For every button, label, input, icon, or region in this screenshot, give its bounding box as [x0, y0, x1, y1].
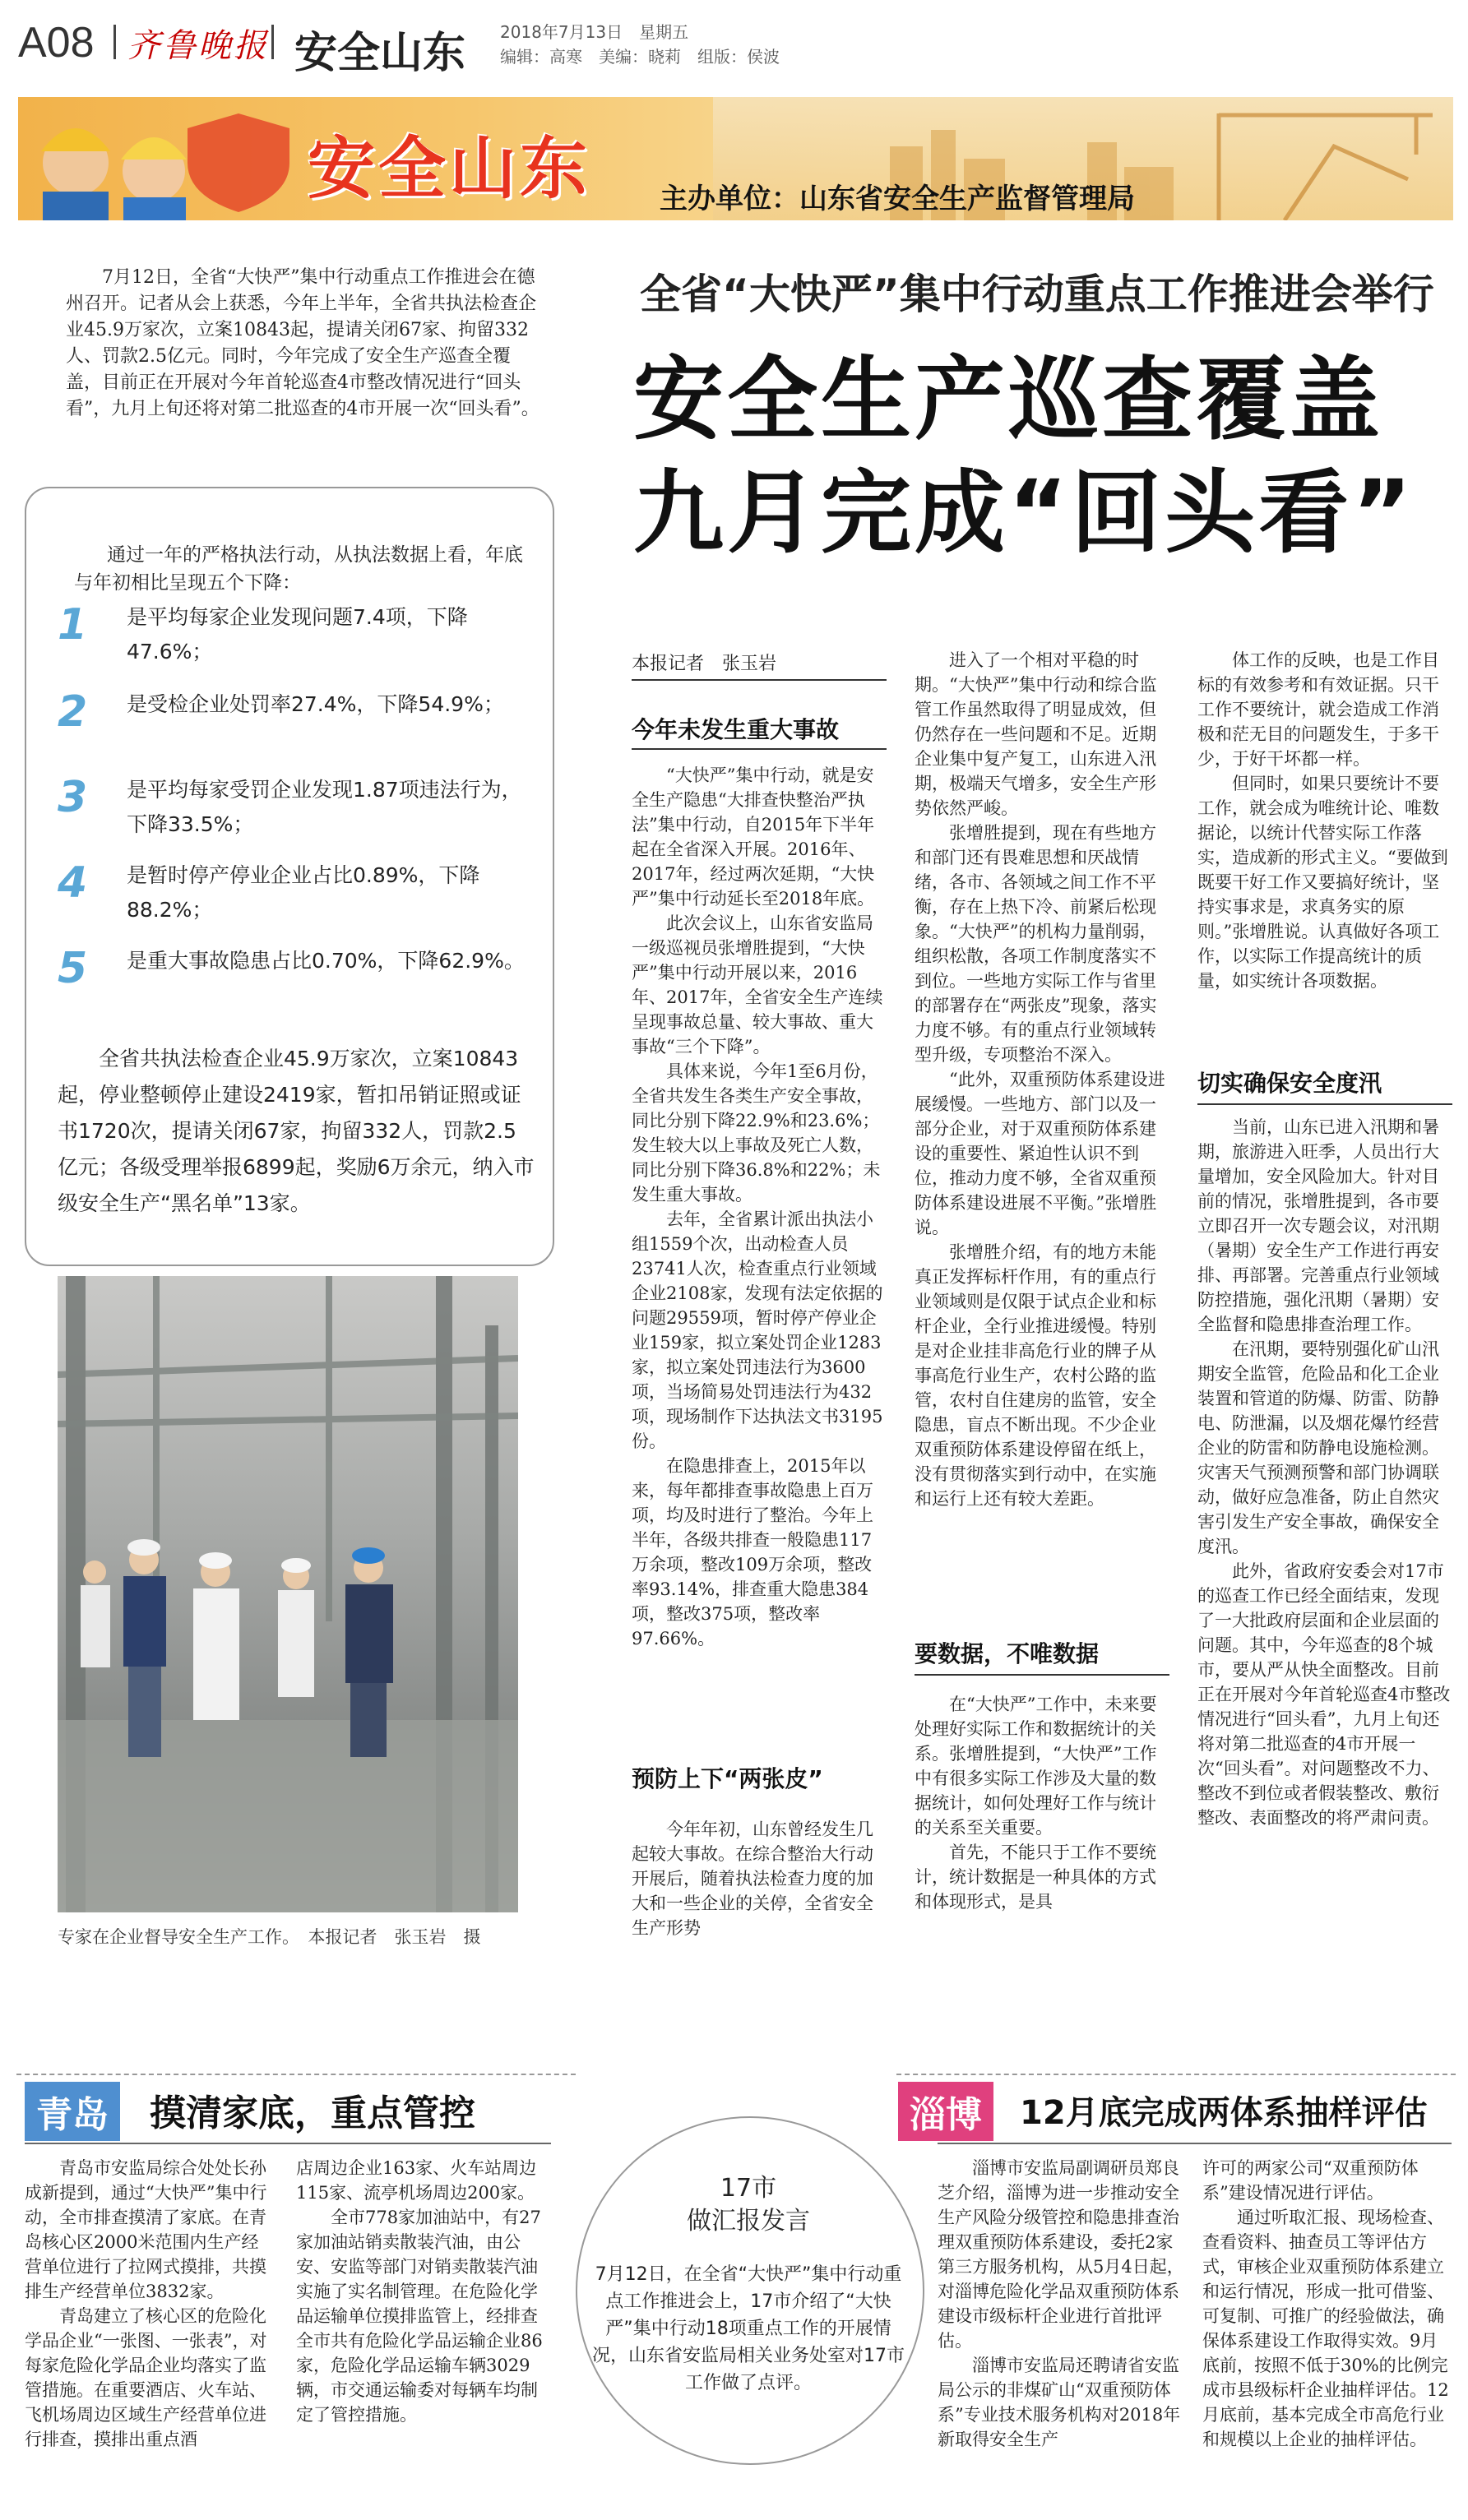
- shield-icon: [188, 113, 289, 212]
- circle-text: 7月12日，在全省“大快严”集中行动重点工作推进会上，17市介绍了“大快严”集中行动18项重点工作的开展情况，山东省安监局相关业务处室对17市工作做了点评。: [592, 2264, 905, 2393]
- paragraph: 在隐患排查上，2015年以来，每年都排查事故隐患上百万项，均及时进行了整治。今年上半年，各级共排查一般隐患117万余项，整改109万余项，整改率93.14%，排查重大隐患384项，整改375项，整改率97.66%。: [632, 1456, 873, 1648]
- paragraph: 此次会议上，山东省安监局一级巡视员张增胜提到，“大快严”集中行动开展以来，2016年、2017年，全省安全生产连续呈现事故总量、较大事故、重大事故“三个下降”。: [632, 913, 883, 1057]
- paragraph: 进入了一个相对平稳的时期。“大快严”集中行动和综合监管工作虽然取得了明显成效，但仍然存在一些问题和不足。近期企业集中复产复工，山东进入汛期，极端天气增多，安全生产形势依然严峻。: [915, 650, 1157, 818]
- paragraph: 但同时，如果只要统计不要工作，就会成为唯统计论、唯数据论，以统计代替实际工作落实，造成新的形式主义。“要做到既要干好工作又要搞好统计，坚持实事求是，求真务实的原则。”张增胜说。认真做好各项工作，以实际工作提高统计的质量，如实统计各项数据。: [1197, 774, 1448, 991]
- article-kicker: 全省“大快严”集中行动重点工作推进会举行: [640, 270, 1434, 318]
- editor-credits: 编辑：高寒 美编：晓莉 组版：侯波: [500, 47, 780, 67]
- stats-summary: 全省共执法检查企业45.9万家次，立案10843起，停业整顿停止建设2419家，暂扣吊销证照或证书1720次，提请关闭67家，拘留332人，罚款2.5亿元；各级受理举报6899起，奖励6万余元，纳入市级安全生产“黑名单”13家。: [58, 1047, 535, 1215]
- subhead: 要数据，不唯数据: [915, 1640, 1100, 1667]
- article-byline: 本报记者 张玉岩: [632, 654, 777, 674]
- article-column-2-cont: [915, 1692, 1169, 1914]
- stat-text: 是平均每家企业发现问题7.4项，下降47.6%；: [127, 605, 468, 664]
- section-divider: [896, 2074, 1456, 2075]
- article-column-2: [915, 648, 1169, 1511]
- paragraph: 张增胜介绍，有的地方未能真正发挥标杆作用，有的重点行业领域则是仅限于试点企业和标杆企业，全行业推进缓慢。特别是对企业挂非高危行业的牌子从事高危行业生产，农村公路的监管，农村自住建房的监管，安全隐患，盲点不断出现。不少企业双重预防体系建设停留在纸上，没有贯彻落实到行动中，在实施和运行上还有较大差距。: [915, 1242, 1156, 1509]
- paragraph: “大快严”集中行动，就是安全生产隐患“大排查快整治严执法”集中行动，自2015年下半年起在全省深入开展。2016年、2017年，经过两次延期，“大快严”集中行动延长至2018年底。: [632, 765, 875, 909]
- zibo-rule: [938, 2143, 1452, 2144]
- paragraph: 在汛期，要特别强化矿山汛期安全监管，危险品和化工企业装置和管道的防爆、防雷、防静电、防泄漏，以及烟花爆竹经营企业的防雷和防静电设施检测。灾害天气预测预警和部门协调联动，做好应急准备，防止自然灾害引发生产安全事故，确保安全度汛。: [1197, 1339, 1439, 1556]
- zibo-column-2: [1202, 2156, 1452, 2452]
- stat-text: 是受检企业处罚率27.4%，下降54.9%；: [127, 692, 504, 716]
- hardhat-icon: [41, 128, 110, 151]
- lead-paragraph: 7月12日，全省“大快严”集中行动重点工作推进会在德州召开。记者从会上获悉，今年上半年，全省共执法检查企业45.9万家次，立案10843起，提请关闭67家、拘留332人、罚款2.5亿元。同时，今年完成了安全生产巡查全覆盖，目前正在开展对今年首轮巡查4市整改情况进行“回头看”，九月上旬还将对第二批巡查的4市开展一次“回头看”。: [66, 267, 540, 419]
- section-name: 安全山东: [294, 29, 466, 78]
- stat-number: 4: [58, 858, 88, 908]
- stat-text: 是重大事故隐患占比0.70%，下降62.9%。: [127, 949, 525, 973]
- circle-title-line2: 做汇报发言: [687, 2207, 810, 2236]
- paragraph: 首先，不能只于工作不要统计，统计数据是一种具体的方式和体现形式，是具: [915, 1843, 1156, 1912]
- paragraph: 今年年初，山东曾经发生几起较大事故。在综合整治大行动开展后，随着执法检查力度的加大和一些企业的关停，全省安全生产形势: [632, 1819, 873, 1938]
- city-tag-zibo: 淄博: [898, 2082, 993, 2141]
- stat-item: [58, 858, 535, 941]
- qingdao-column-2: [296, 2156, 551, 2427]
- subhead: 今年未发生重大事故: [632, 716, 840, 743]
- section-banner: [18, 97, 1453, 220]
- paragraph: 在“大快严”工作中，未来要处理好实际工作和数据统计的关系。张增胜提到，“大快严”工作中有很多实际工作涉及大量的数据统计，如何处理好工作与统计的关系至关重要。: [915, 1695, 1157, 1838]
- banner-title: 安全山东: [308, 130, 591, 208]
- stat-number: 5: [58, 944, 88, 993]
- paragraph: 此外，省政府安委会对17市的巡查工作已经全面结束，发现了一大批政府层面和企业层面的问题。其中，今年巡查的8个城市，要从严从快全面整改。目前正在开展对今年首轮巡查4市整改情况进行“回头看”，九月上旬还将对第二批巡查的4市开展一次“回头看”。对问题整改不力、整改不到位或者假装整改、敷衍整改、表面整改的将严肃问责。: [1197, 1561, 1451, 1828]
- stat-number: 3: [58, 773, 88, 822]
- byline-rule: [632, 679, 887, 681]
- paragraph: 当前，山东已进入汛期和暑期，旅游进入旺季，人员出行大量增加，安全风险加大。针对目前的情况，张增胜提到，各市要立即召开一次专题会议，对汛期（暑期）安全生产工作进行再安排、再部署。完善重点行业领域防控措施，强化汛期（暑期）安全监督和隐患排查治理工作。: [1197, 1117, 1439, 1334]
- paragraph: 淄博市安监局还聘请省安监局公示的非煤矿山“双重预防体系”专业技术服务机构对2018年新取得安全生产: [938, 2356, 1181, 2449]
- news-photo: [58, 1276, 518, 1912]
- subhead-rule: [632, 748, 887, 750]
- paragraph: 张增胜提到，现在有些地方和部门还有畏难思想和厌战情绪，各市、各领域之间工作不平衡，存在上热下冷、前紧后松现象。“大快严”的机构力量削弱，组织松散，各项工作制度落实不到位。一些地方实际工作与省里的部署存在“两张皮”现象，落实力度不够。有的重点行业领域转型升级，专项整治不深入。: [915, 823, 1157, 1065]
- paragraph: 全市778家加油站中，有27家加油站销卖散装汽油，由公安、安监等部门对销卖散装汽油实施了实名制管理。在危险化学品运输单位摸排监管上，经排查全市共有危险化学品运输企业86家，危险化学品运输车辆3029辆，市交通运输委对每辆车均制定了管控措施。: [296, 2208, 543, 2425]
- masthead-divider: [271, 25, 274, 59]
- issue-date: 2018年7月13日 星期五: [500, 22, 689, 42]
- subhead: 切实确保安全度汛: [1197, 1070, 1382, 1097]
- stat-item: [58, 944, 535, 1026]
- paragraph: 通过听取汇报、现场检查、查看资料、抽查员工等评估方式，审核企业双重预防体系建立和运行情况，形成一批可借鉴、可复制、可推广的经验做法，确保体系建设工作取得实效。9月底前，按照不低于30%的比例完成市县级标杆企业抽样评估。12月底前，基本完成全市高危行业和规模以上企业的抽样评估。: [1202, 2208, 1449, 2449]
- qingdao-column-1: [25, 2156, 271, 2452]
- section-divider: [16, 2074, 576, 2075]
- circle-title: [625, 2172, 872, 2238]
- masthead-divider: [113, 25, 116, 59]
- stat-text: 是暂时停产停业企业占比0.89%，下降88.2%；: [127, 863, 480, 922]
- article-headline-line1: 安全生产巡查覆盖: [633, 347, 1383, 452]
- crane-illustration: [1219, 113, 1433, 220]
- worker-uniform: [43, 192, 109, 220]
- paragraph: 许可的两家公司“双重预防体系”建设情况进行评估。: [1202, 2158, 1419, 2203]
- article-column-3: [1197, 648, 1452, 993]
- paragraph: 淄博市安监局副调研员郑良芝介绍，淄博为进一步推动安全生产风险分级管控和隐患排查治理双重预防体系建设，委托2家第三方服务机构，从5月4日起，对淄博危险化学品双重预防体系建设市级标杆企业进行首批评估。: [938, 2158, 1184, 2351]
- stat-item: [58, 687, 535, 770]
- stat-number: 2: [58, 687, 88, 737]
- date-and-editors: [500, 20, 780, 69]
- article-column-1: [632, 763, 887, 1651]
- paragraph: 具体来说，今年1至6月份，全省共发生各类生产安全事故，同比分别下降22.9%和23.6%；发生较大以上事故及死亡人数，同比分别下降36.8%和22%；未发生重大事故。: [632, 1061, 881, 1205]
- circle-title-line1: 17市: [720, 2174, 777, 2203]
- zibo-headline: 12月底完成两体系抽样评估: [1020, 2094, 1428, 2132]
- qingdao-headline: 摸清家底，重点管控: [150, 2092, 475, 2134]
- city-tag-qingdao: 青岛: [25, 2082, 120, 2141]
- subhead-rule: [915, 1674, 1169, 1676]
- paragraph: 青岛市安监局综合处处长孙成新提到，通过“大快严”集中行动，全市排查摸清了家底。在青岛核心区2000米范围内生产经营单位进行了拉网式摸排，共摸排生产经营单位3832家。: [25, 2158, 267, 2301]
- banner-sponsor: 主办单位：山东省安全生产监督管理局: [660, 183, 1135, 215]
- article-column-3-cont: [1197, 1115, 1452, 1830]
- stat-item: [58, 600, 535, 682]
- subhead: 预防上下“两张皮”: [632, 1765, 823, 1792]
- worker-uniform: [123, 197, 186, 220]
- paragraph: 去年，全省累计派出执法小组1559个次，出动检查人员23741人次，检查重点行业领域企业2108家，发现有法定依据的问题29559项，暂时停产停业企业159家，拟立案处罚企业1283家，拟立案处罚违法行为3600项，当场简易处罚违法行为432项，现场制作下达执法文书3195份。: [632, 1209, 883, 1451]
- page-number: A08: [18, 19, 95, 67]
- paragraph: 店周边企业163家、火车站周边115家、流亭机场周边200家。: [296, 2158, 537, 2203]
- stat-number: 1: [58, 600, 88, 650]
- qingdao-rule: [25, 2143, 551, 2144]
- stat-item: [58, 773, 535, 855]
- photo-caption: 专家在企业督导安全生产工作。 本报记者 张玉岩 摄: [58, 1927, 481, 1947]
- paragraph: 体工作的反映，也是工作目标的有效参考和有效证据。只干工作不要统计，就会造成工作消极和茫无目的问题发生，于多干少，于好干坏都一样。: [1197, 650, 1439, 769]
- subhead-rule: [1197, 1103, 1452, 1105]
- paragraph: 青岛建立了核心区的危险化学品企业“一张图、一张表”，对每家危险化学品企业均落实了监管措施。在重要酒店、火车站、飞机场周边区域生产经营单位进行排查，摸排出重点酒: [25, 2306, 267, 2449]
- photo-illustration: [58, 1276, 518, 1912]
- zibo-column-1: [938, 2156, 1184, 2452]
- paper-logo: 齐鲁晚报: [127, 27, 269, 65]
- stat-text: 是平均每家受罚企业发现1.87项违法行为，下降33.5%；: [127, 778, 522, 836]
- article-column-1-cont: [632, 1817, 887, 1940]
- paragraph: “此外，双重预防体系建设进展缓慢。一些地方、部门以及一部分企业，对于双重预防体系建设的重要性、紧迫性认识不到位，推动力度不够，全省双重预防体系建设进展不平衡。”张增胜说。: [915, 1070, 1165, 1237]
- article-headline-line2: 九月完成“回头看”: [633, 460, 1415, 566]
- masthead: [0, 0, 1468, 82]
- hardhat-icon: [121, 137, 187, 160]
- stats-intro: 通过一年的严格执法行动，从执法数据上看，年底与年初相比呈现五个下降：: [74, 544, 523, 594]
